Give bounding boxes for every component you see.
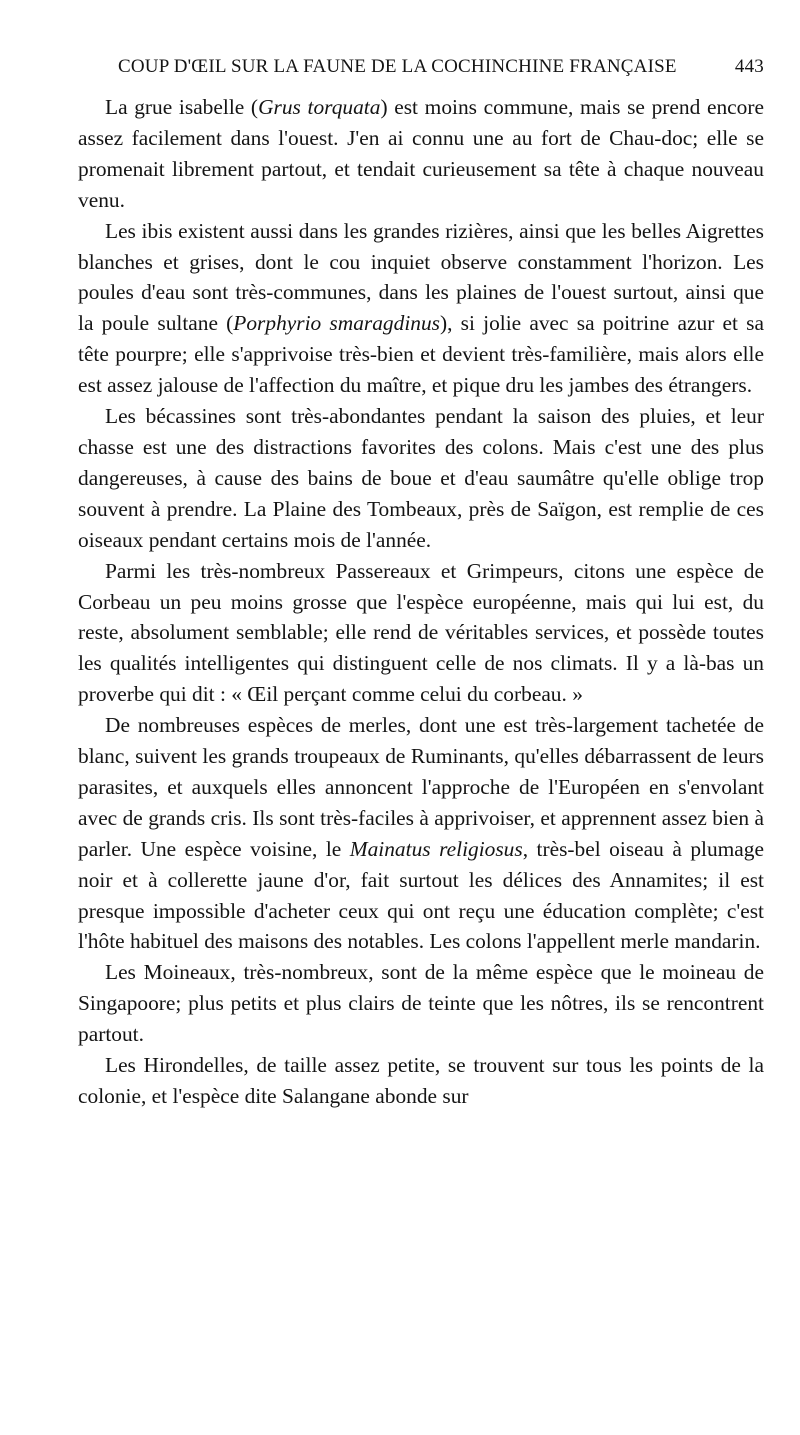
- text-run: ), si jolie avec sa poitrine azur et sa tête pourpre; elle s'apprivoise très-bien et devient très-familière, mais alors elle est assez jalouse de l'affection du maître, et pique dru les jambes des étrangers.: [78, 311, 764, 398]
- paragraph: [78, 1050, 764, 1112]
- paragraph: [78, 216, 764, 401]
- text-run: La grue isabelle (: [105, 95, 259, 119]
- text-run: Les ibis existent aussi dans les grandes rizières, ainsi que les belles Aigrettes blanches et grises, dont le cou inquiet observe constamment l'horizon. Les poules d'eau sont très-communes, dans les plaines de l'ouest surtout, ainsi que la poule sultane (: [78, 218, 764, 336]
- body-text: [78, 92, 764, 1112]
- text-run: De nombreuses espèces de merles, dont une est très-largement tachetée de blanc, suivent les grands troupeaux de Ruminants, qu'elles débarrassent de leurs parasites, et auxquels elles annoncent l'approche de l'Européen en s'envolant avec de grands cris. Ils sont très-faciles à apprivoiser, et apprennent assez bien à parler. Une espèce voisine, le: [78, 713, 764, 861]
- running-head: COUP D'ŒIL SUR LA FAUNE DE LA COCHINCHINE FRANÇAISE: [118, 56, 677, 77]
- species-name: Grus torquata: [258, 95, 381, 119]
- paragraph: [78, 556, 764, 711]
- text-run: Les bécassines sont très-abondantes pendant la saison des pluies, et leur chasse est une des distractions favorites des colons. Mais c'est une des plus dangereuses, à cause des bains de boue et d'eau saumâtre qu'elle oblige trop souvent à prendre. La Plaine des Tombeaux, près de Saïgon, est remplie de ces oiseaux pendant certains mois de l'année.: [78, 404, 764, 552]
- paragraph: [78, 957, 764, 1050]
- text-run: Les Hirondelles, de taille assez petite, se trouvent sur tous les points de la colonie, et l'espèce dite Salangane abonde sur: [78, 1053, 764, 1108]
- paragraph: [78, 92, 764, 216]
- paragraph: [78, 710, 764, 957]
- species-name: Porphyrio smaragdinus: [233, 311, 440, 336]
- page-header: [78, 52, 764, 86]
- book-page: [78, 52, 764, 1112]
- species-name: Mainatus religiosus: [349, 836, 523, 861]
- text-run: ) est moins commune, mais se prend encore assez facilement dans l'ouest. J'en ai connu une au fort de Chau-doc; elle se promenait librement partout, et tendait curieusement sa tête à chaque nouveau venu.: [78, 95, 764, 212]
- text-run: , très-bel oiseau à plumage noir et à collerette jaune d'or, fait surtout les délices des Annamites; il est presque impossible d'acheter ceux qui ont reçu une éducation complète; c'est l'hôte habituel des maisons des notables. Les colons l'appellent merle mandarin.: [78, 836, 764, 954]
- paragraph: [78, 401, 764, 556]
- text-run: Parmi les très-nombreux Passereaux et Grimpeurs, citons une espèce de Corbeau un peu moins grosse que l'espèce européenne, mais qui lui est, du reste, absolument semblable; elle rend de véritables services, et possède toutes les qualités intelligentes qui distinguent celle de nos climats. Il y a là-bas un proverbe qui dit : « Œil perçant comme celui du corbeau. »: [78, 558, 764, 707]
- page-number: 443: [734, 56, 764, 77]
- text-run: Les Moineaux, très-nombreux, sont de la même espèce que le moineau de Singapoore; plus petits et plus clairs de teinte que les nôtres, ils se rencontrent partout.: [78, 960, 764, 1047]
